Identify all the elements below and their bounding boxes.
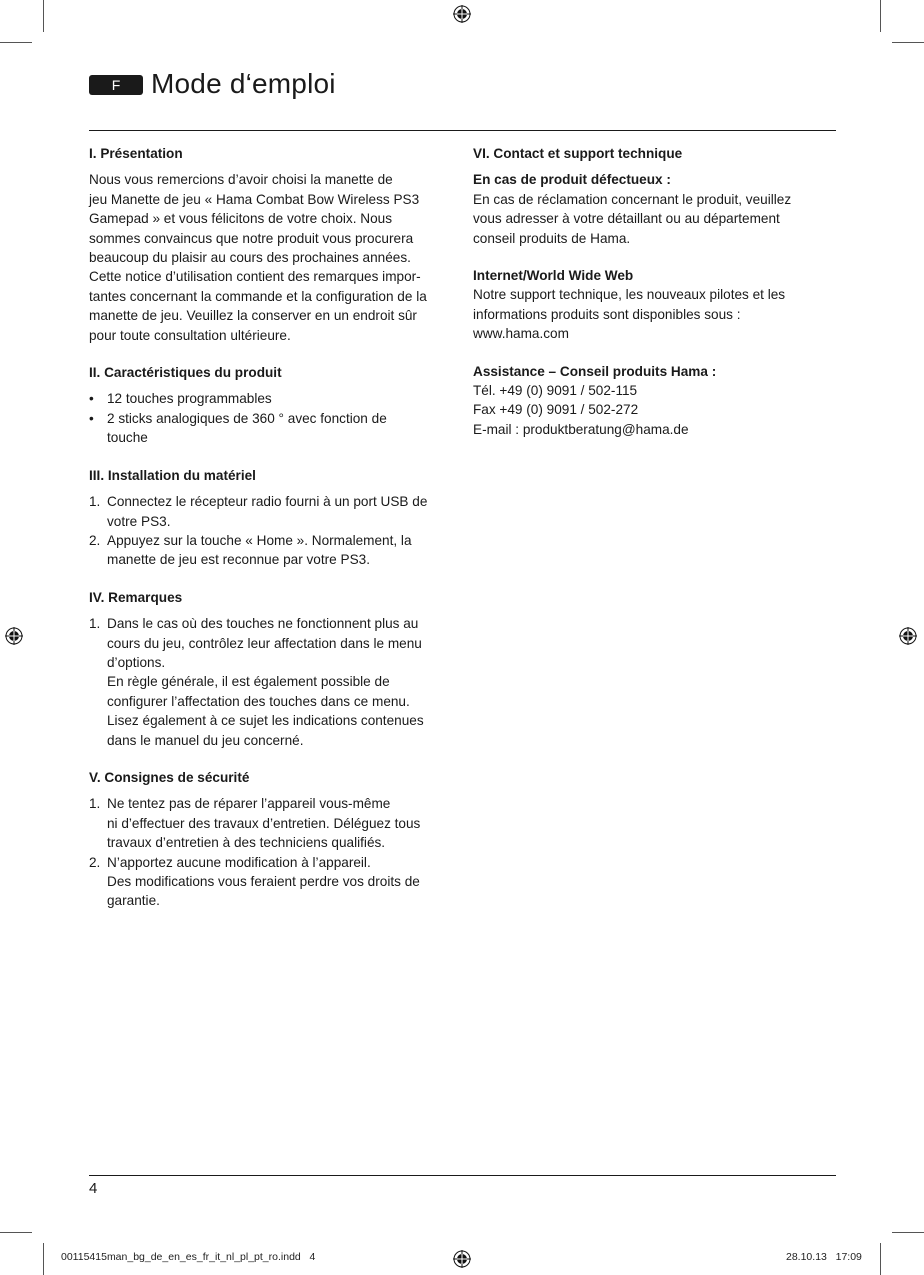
header-rule <box>89 130 836 131</box>
subheading-internet: Internet/World Wide Web <box>473 268 634 284</box>
list-number: 1. <box>89 494 101 510</box>
text-line: Des modifications vous feraient perdre vos droits de <box>107 874 420 889</box>
text-line: manette de jeu. Veuillez la conserver en un endroit sûr <box>89 308 417 324</box>
page-title: Mode d‘emploi <box>151 68 336 99</box>
text-line: travaux d’entretien à des techniciens qualifiés. <box>107 835 386 851</box>
section-heading: II. Caractéristiques du produit <box>89 365 282 381</box>
text-line: Gamepad » et vous félicitons de votre choix. Nous <box>89 211 392 227</box>
list-item <box>89 531 455 570</box>
text-line: d’options. <box>107 654 166 670</box>
crop-mark <box>43 1243 44 1275</box>
installation-steps <box>89 492 455 570</box>
section-installation <box>89 466 455 570</box>
text-line: vous adresser à votre détaillant ou au département <box>473 211 780 227</box>
text-line: N’apportez aucune modification à l’appareil. <box>107 854 371 870</box>
registration-mark-icon <box>5 627 23 645</box>
section-features <box>89 363 455 448</box>
website-link[interactable]: www.hama.com <box>473 326 569 342</box>
section-heading: V. Consignes de sécurité <box>89 769 250 785</box>
text-line: beaucoup du plaisir au cours des prochaines années. <box>89 250 411 266</box>
list-number: 1. <box>89 796 101 812</box>
text-line: En cas de réclamation concernant le produit, veuillez <box>473 191 792 207</box>
left-column <box>89 144 455 929</box>
list-number: 1. <box>89 616 101 632</box>
language-badge: F <box>89 75 143 95</box>
text-line: tantes concernant la commande et la configuration de la <box>89 288 427 304</box>
text-line: Dans le cas où des touches ne fonctionnent plus au <box>107 616 419 632</box>
text-line: Ne tentez pas de réparer l’appareil vous-même <box>107 796 391 812</box>
right-column <box>473 144 835 457</box>
crop-mark <box>0 1232 32 1233</box>
crop-mark <box>892 42 924 43</box>
text-line: Cette notice d’utilisation contient des remarques impor- <box>89 269 421 285</box>
crop-mark <box>892 1232 924 1233</box>
text-line: En règle générale, il est également possible de <box>107 674 390 690</box>
slug-timestamp: 28.10.13 17:09 <box>786 1251 862 1263</box>
list-number: 2. <box>89 532 101 548</box>
registration-mark-icon <box>899 627 917 645</box>
safety-list <box>89 794 455 910</box>
slug-filename: 00115415man_bg_de_en_es_fr_it_nl_pl_pt_ro.indd 4 <box>61 1251 316 1263</box>
list-item <box>89 409 455 448</box>
list-item <box>89 614 455 750</box>
list-item <box>89 389 455 408</box>
crop-mark <box>0 42 32 43</box>
text-line: garantie. <box>107 893 160 909</box>
phone-number: Tél. +49 (0) 9091 / 502-115 <box>473 383 638 399</box>
section-heading: I. Présentation <box>89 146 183 161</box>
text-line: ni d’effectuer des travaux d’entretien. Déléguez tous <box>107 815 421 831</box>
section-safety <box>89 768 455 911</box>
remarks-list <box>89 614 455 750</box>
text-line: Appuyez sur la touche « Home ». Normalement, la <box>107 532 412 548</box>
crop-mark <box>880 0 881 32</box>
bullet-icon: • <box>89 410 94 426</box>
crop-mark <box>43 0 44 32</box>
text-line: dans le manuel du jeu concerné. <box>107 732 304 748</box>
text-line: 2 sticks analogiques de 360 ° avec fonction de <box>107 410 387 426</box>
feature-list <box>89 389 455 447</box>
section-heading: VI. Contact et support technique <box>473 146 683 161</box>
text-line: conseil produits de Hama. <box>473 230 631 246</box>
list-item <box>89 794 455 852</box>
section-paragraph <box>89 170 455 345</box>
text-line: 12 touches programmables <box>107 391 272 407</box>
text-line: Connectez le récepteur radio fourni à un port USB de <box>107 494 428 510</box>
section-contact <box>473 144 835 439</box>
list-item <box>89 492 455 531</box>
subheading-defective: En cas de produit défectueux : <box>473 172 671 188</box>
text-line: configurer l’affectation des touches dans ce menu. <box>107 693 410 709</box>
list-item <box>89 853 455 911</box>
bullet-icon: • <box>89 391 94 407</box>
crop-mark <box>880 1243 881 1275</box>
section-remarks <box>89 588 455 750</box>
text-line: Lisez également à ce sujet les indications contenues <box>107 713 424 729</box>
email-link[interactable]: E-mail : produktberatung@hama.de <box>473 421 689 437</box>
fax-number: Fax +49 (0) 9091 / 502-272 <box>473 402 639 418</box>
text-line: sommes convaincus que notre produit vous procurera <box>89 230 414 246</box>
text-line: Nous vous remercions d’avoir choisi la manette de <box>89 172 393 188</box>
text-line: jeu Manette de jeu « Hama Combat Bow Wireless PS3 <box>89 191 420 207</box>
page-number: 4 <box>89 1180 98 1197</box>
text-line: pour toute consultation ultérieure. <box>89 327 291 343</box>
footer-rule <box>89 1175 836 1176</box>
registration-mark-icon <box>453 1250 471 1268</box>
text-line: manette de jeu est reconnue par votre PS3. <box>107 552 370 568</box>
registration-mark-icon <box>453 5 471 23</box>
text-line: informations produits sont disponibles sous : <box>473 306 741 322</box>
assistance-paragraph <box>473 381 835 439</box>
internet-paragraph <box>473 285 835 343</box>
defective-paragraph <box>473 190 835 248</box>
text-line: touche <box>107 430 148 446</box>
section-presentation <box>89 144 455 345</box>
text-line: Notre support technique, les nouveaux pilotes et les <box>473 287 786 303</box>
section-heading: IV. Remarques <box>89 589 183 605</box>
subheading-assistance: Assistance – Conseil produits Hama : <box>473 363 717 379</box>
section-heading: III. Installation du matériel <box>89 467 256 483</box>
list-number: 2. <box>89 854 101 870</box>
text-line: votre PS3. <box>107 513 171 529</box>
text-line: cours du jeu, contrôlez leur affectation dans le menu <box>107 635 422 651</box>
